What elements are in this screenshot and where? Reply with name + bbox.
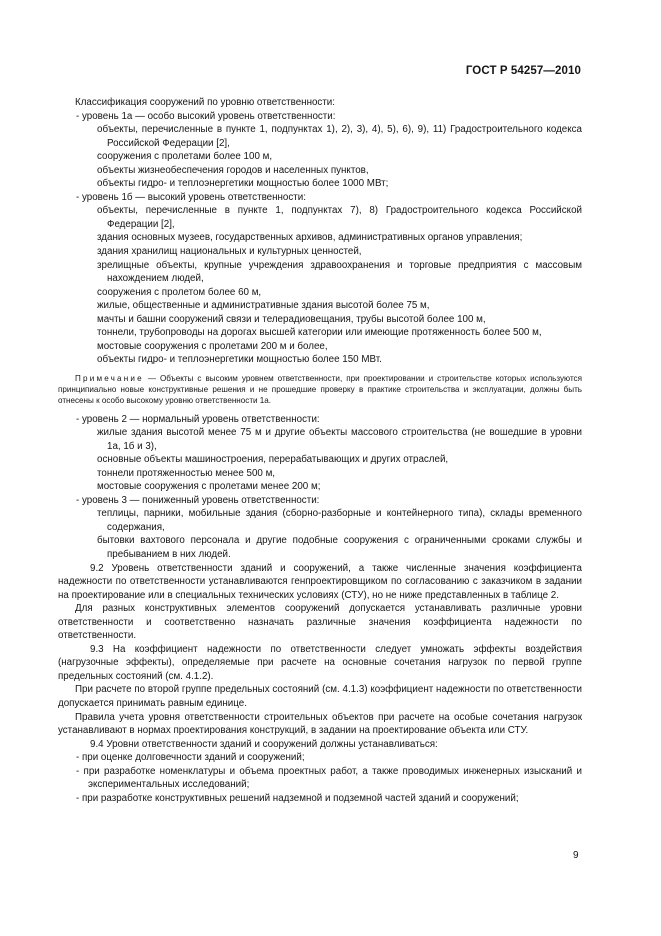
list-item: объекты жизнеобеспечения городов и населенных пунктов,: [97, 164, 369, 176]
paragraph-9-2-continued: Для разных конструктивных элементов сооружений допускается устанавливать различные уровни ответственности и соответственно назначать различные значения коэффициента надежности по ответственности.: [58, 603, 582, 642]
note-text: — Объекты с высоким уровнем ответственности, при проектировании и строительстве которых используются принципиально новые конструктивные решения и не прошедшие проверку в практике строительства и эксплуатации, должны быть отнесены к особо высокому уровню ответственности 1а.: [58, 373, 582, 406]
list-item: - при оценке долговечности зданий и сооружений;: [76, 752, 305, 764]
paragraph-9-3: 9.3 На коэффициент надежности по ответственности следует умножать эффекты воздействия (нагрузочные эффекты), определяемые при расчете на основные сочетания нагрузок по первой группе предельных состояний (см. 4.1.2).: [58, 643, 582, 682]
note: [58, 373, 582, 407]
paragraph-9-4: 9.4 Уровни ответственности зданий и сооружений должны устанавливаться:: [90, 738, 438, 750]
level-1b-title: - уровень 1б — высокий уровень ответственности:: [76, 191, 306, 203]
list-item: жилые, общественные и административные здания высотой более 75 м,: [97, 300, 430, 312]
list-item: бытовки вахтового персонала и другие подобные сооружения с ограниченными сроками службы и пребыванием в них людей.: [97, 535, 582, 561]
list-item: объекты гидро- и теплоэнергетики мощностью более 150 МВт.: [97, 354, 382, 366]
list-item: объекты гидро- и теплоэнергетики мощностью более 1000 МВт;: [97, 178, 389, 190]
page-number: 9: [573, 850, 579, 861]
level-2-title: - уровень 2 — нормальный уровень ответственности:: [76, 413, 320, 425]
level-3-title: - уровень 3 — пониженный уровень ответственности:: [76, 494, 320, 506]
list-item: - при разработке номенклатуры и объема проектных работ, а также проводимых инженерных изысканий и экспериментальных исследований;: [76, 765, 582, 791]
list-item: сооружения с пролетами более 100 м,: [97, 151, 273, 163]
list-item: объекты, перечисленные в пункте 1, подпунктах 7), 8) Градостроительного кодекса Российской Федерации [2],: [97, 205, 582, 230]
list-item: теплицы, парники, мобильные здания (сборно-разборные и контейнерного типа), склады временного содержания,: [97, 508, 582, 533]
list-item: тоннели, трубопроводы на дорогах высшей категории или имеющие протяженность более 500 м,: [97, 327, 542, 339]
list-item: жилые здания высотой менее 75 м и другие объекты массового строительства (не вошедшие в уровни 1а, 1б и 3),: [97, 427, 582, 452]
list-item: основные объекты машиностроения, перерабатывающих и других отраслей,: [97, 454, 449, 466]
list-item: здания хранилищ национальных и культурных ценностей,: [97, 246, 362, 258]
list-item: здания основных музеев, государственных архивов, административных органов управления;: [97, 232, 523, 244]
document-body: [58, 96, 582, 805]
level-1a-title: - уровень 1а — особо высокий уровень ответственности:: [76, 110, 336, 122]
list-item: мачты и башни сооружений связи и телерадиовещания, трубы высотой более 100 м,: [97, 313, 486, 325]
list-item: - при разработке конструктивных решений надземной и подземной частей зданий и сооружений;: [76, 792, 519, 804]
list-item: мостовые сооружения с пролетами менее 200 м;: [97, 481, 321, 493]
paragraph-9-3-rules: Правила учета уровня ответственности строительных объектов при расчете на особые сочетания нагрузок устанавливают в нормах проектирования конструкций, в задании на проектирование объекта или СТУ.: [58, 711, 582, 737]
note-label: Примечание: [75, 373, 144, 383]
list-item: мостовые сооружения с пролетами 200 м и более,: [97, 340, 328, 352]
paragraph-9-2: 9.2 Уровень ответственности зданий и сооружений, а также численные значения коэффициента надежности по ответственности устанавливаются генпроектировщиком по согласованию с заказчиком в задании на проектирование или в специальных технических условиях (СТУ), но не ниже представленных в таблице 2.: [58, 562, 582, 601]
paragraph-9-3-continued: При расчете по второй группе предельных состояний (см. 4.1.3) коэффициент надежности по ответственности допускается принимать равным единице.: [58, 684, 582, 710]
list-item: тоннели протяженностью менее 500 м,: [97, 467, 276, 479]
classification-intro: Классификация сооружений по уровню ответственности:: [75, 97, 336, 108]
document-header: ГОСТ Р 54257—2010: [465, 65, 581, 77]
list-item: объекты, перечисленные в пункте 1, подпунктах 1), 2), 3), 4), 5), 6), 9), 11) Градостроительного кодекса Российской Федерации [2],: [97, 124, 582, 149]
list-item: сооружения с пролетом более 60 м,: [97, 286, 262, 298]
list-item: зрелищные объекты, крупные учреждения здравоохранения и торговые предприятия с массовым нахождением людей,: [97, 259, 582, 285]
